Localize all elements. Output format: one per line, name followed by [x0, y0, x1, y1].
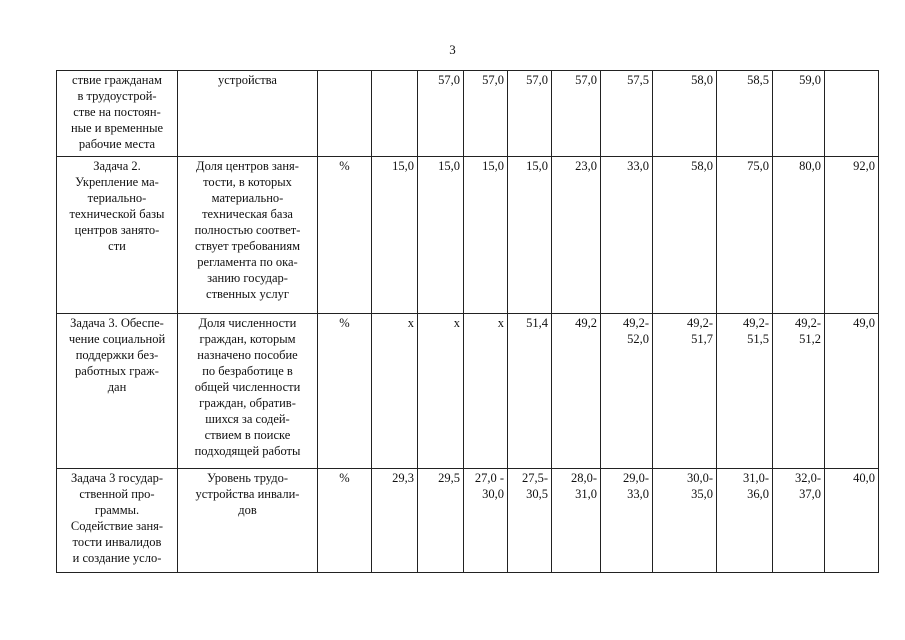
- value-cell: 23,0: [552, 157, 601, 314]
- unit-cell: [318, 71, 372, 157]
- value-cell: [825, 71, 879, 157]
- value-cell: 57,5: [601, 71, 653, 157]
- value-cell: 51,4: [508, 314, 552, 469]
- task-cell: Задача 3 государ- ственной про- граммы. Содействие заня- тости инвалидов и создание усло-: [57, 469, 178, 573]
- value-cell: 49,2: [552, 314, 601, 469]
- table-row: [57, 314, 879, 469]
- table-row: [57, 157, 879, 314]
- value-cell: 29,5: [418, 469, 464, 573]
- value-cell: 58,0: [653, 71, 717, 157]
- value-cell: 57,0: [508, 71, 552, 157]
- value-cell: 29,3: [372, 469, 418, 573]
- value-cell: 30,0- 35,0: [653, 469, 717, 573]
- value-cell: [372, 71, 418, 157]
- indicator-cell: Уровень трудо- устройства инвали- дов: [178, 469, 318, 573]
- indicator-cell: Доля центров заня- тости, в которых материально- техническая база полностью соответ- ствует требованиям регламента по ока- занию государ- ственных услуг: [178, 157, 318, 314]
- indicators-table: [56, 70, 879, 573]
- value-cell: 15,0: [372, 157, 418, 314]
- value-cell: 15,0: [508, 157, 552, 314]
- value-cell: 27,5- 30,5: [508, 469, 552, 573]
- value-cell: 28,0- 31,0: [552, 469, 601, 573]
- value-cell: 80,0: [773, 157, 825, 314]
- value-cell: 27,0 - 30,0: [464, 469, 508, 573]
- page-number: 3: [449, 42, 456, 57]
- value-cell: 15,0: [418, 157, 464, 314]
- value-cell: х: [418, 314, 464, 469]
- task-cell: ствие гражданам в трудоустрой- стве на постоян- ные и временные рабочие места: [57, 71, 178, 157]
- indicator-cell: устройства: [178, 71, 318, 157]
- task-cell: Задача 3. Обеспе- чение социальной поддержки без- работных граж- дан: [57, 314, 178, 469]
- value-cell: 29,0- 33,0: [601, 469, 653, 573]
- value-cell: х: [464, 314, 508, 469]
- value-cell: 59,0: [773, 71, 825, 157]
- value-cell: 33,0: [601, 157, 653, 314]
- value-cell: 49,2- 51,5: [717, 314, 773, 469]
- unit-cell: %: [318, 157, 372, 314]
- value-cell: 58,0: [653, 157, 717, 314]
- value-cell: 92,0: [825, 157, 879, 314]
- value-cell: 49,2- 52,0: [601, 314, 653, 469]
- value-cell: 58,5: [717, 71, 773, 157]
- value-cell: 31,0- 36,0: [717, 469, 773, 573]
- task-cell: Задача 2. Укрепление ма- териально- технической базы центров занято- сти: [57, 157, 178, 314]
- value-cell: 57,0: [464, 71, 508, 157]
- value-cell: 32,0- 37,0: [773, 469, 825, 573]
- table-row: [57, 469, 879, 573]
- indicator-cell: Доля численности граждан, которым назначено пособие по безработице в общей численности граждан, обратив- шихся за содей- ствием в поиске подходящей работы: [178, 314, 318, 469]
- value-cell: 40,0: [825, 469, 879, 573]
- value-cell: 49,2- 51,7: [653, 314, 717, 469]
- value-cell: 49,2- 51,2: [773, 314, 825, 469]
- unit-cell: %: [318, 314, 372, 469]
- value-cell: 15,0: [464, 157, 508, 314]
- value-cell: 57,0: [552, 71, 601, 157]
- table-row: [57, 71, 879, 157]
- unit-cell: %: [318, 469, 372, 573]
- value-cell: 75,0: [717, 157, 773, 314]
- value-cell: 49,0: [825, 314, 879, 469]
- value-cell: 57,0: [418, 71, 464, 157]
- value-cell: х: [372, 314, 418, 469]
